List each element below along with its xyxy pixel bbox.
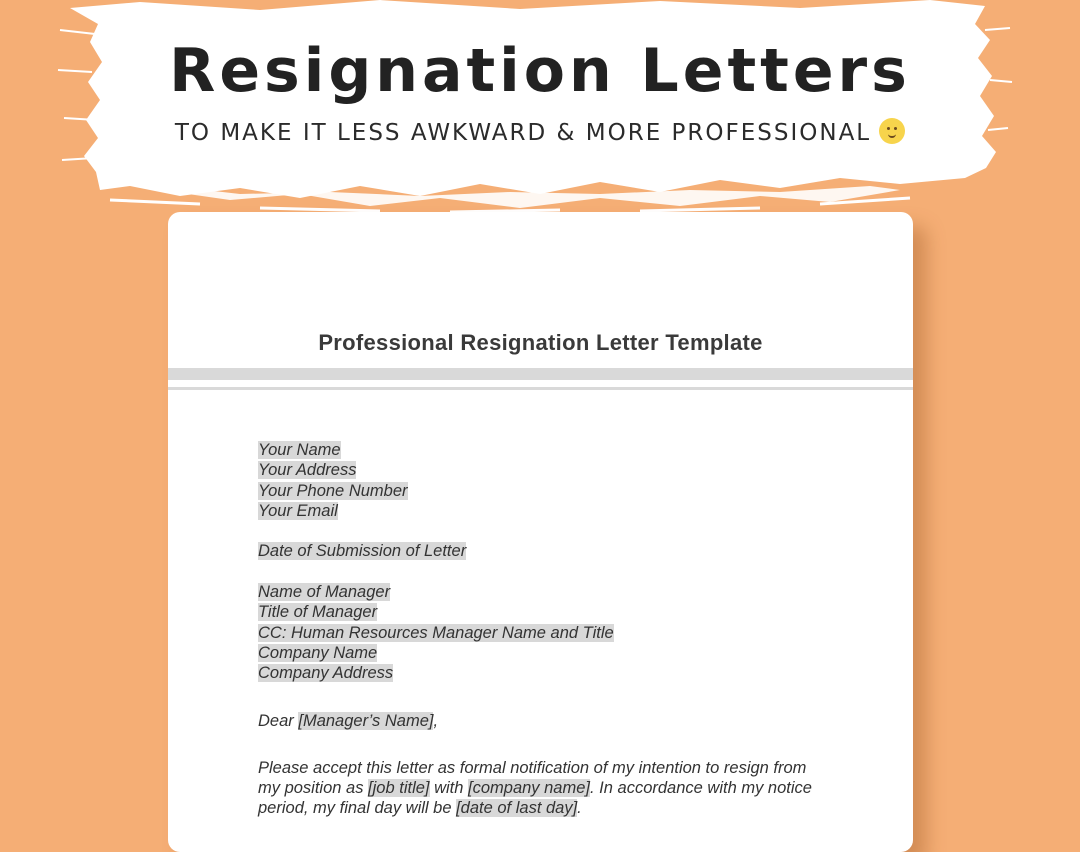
slightly-smiling-face-icon bbox=[879, 118, 905, 144]
cc-line: CC: Human Resources Manager Name and Title bbox=[258, 623, 614, 642]
salutation: Dear [Manager’s Name], bbox=[258, 711, 439, 730]
sender-name: Your Name bbox=[258, 441, 341, 459]
submission-date: Date of Submission of Letter bbox=[258, 542, 467, 561]
manager-name: Name of Manager bbox=[258, 583, 391, 602]
sender-email: Your Email bbox=[258, 501, 338, 520]
letter-body bbox=[258, 440, 838, 819]
sender-address: Your Address bbox=[258, 461, 357, 480]
subtitle-text: TO MAKE IT LESS AWKWARD & MORE PROFESSIONAL bbox=[174, 120, 872, 146]
company-address: Company Address bbox=[258, 664, 394, 683]
brush-stroke-background bbox=[0, 0, 1080, 215]
manager-name-placeholder: [Manager’s Name] bbox=[298, 711, 434, 730]
body-line-2: my position as [job title] with [company name]. In accordance with my notice bbox=[258, 779, 812, 798]
last-day-placeholder: [date of last day] bbox=[456, 799, 578, 818]
sender-phone: Your Phone Number bbox=[258, 481, 408, 500]
body-line-3: period, my final day will be [date of last day]. bbox=[258, 799, 582, 818]
page-title: Resignation Letters bbox=[169, 36, 911, 106]
title-divider-thick bbox=[168, 368, 913, 380]
header-banner bbox=[0, 0, 1080, 215]
company-name-placeholder: [company name] bbox=[468, 779, 590, 798]
manager-title: Title of Manager bbox=[258, 603, 378, 622]
letter-document-preview bbox=[168, 212, 913, 852]
body-line-1: Please accept this letter as formal notification of my intention to resign from bbox=[258, 758, 807, 777]
document-title: Professional Resignation Letter Template bbox=[318, 330, 763, 355]
job-title-placeholder: [job title] bbox=[368, 779, 430, 798]
title-divider-thin bbox=[168, 387, 913, 390]
page-subtitle bbox=[0, 118, 1080, 146]
company-name: Company Name bbox=[258, 643, 378, 662]
